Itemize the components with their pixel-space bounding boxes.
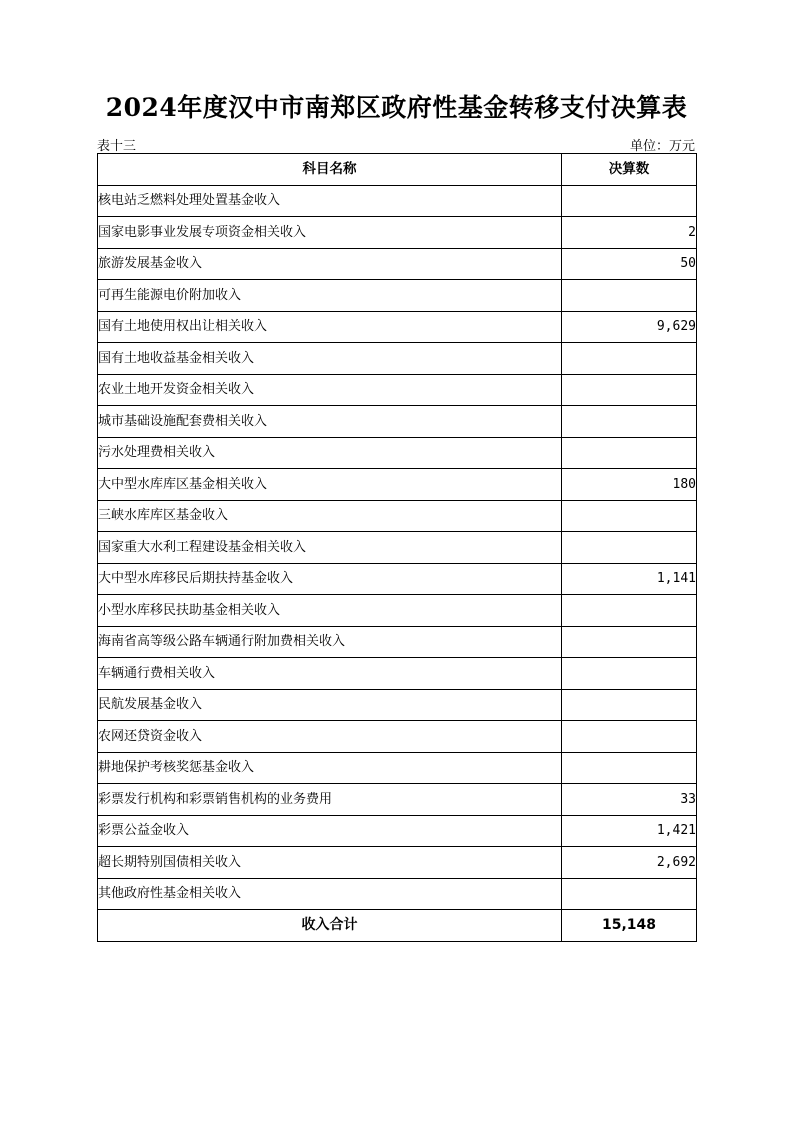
total-value: 15,148 xyxy=(562,910,697,942)
row-value: 33 xyxy=(562,784,697,816)
table-row xyxy=(98,185,697,217)
table-row xyxy=(98,658,697,690)
budget-table xyxy=(97,153,697,942)
table-row xyxy=(98,595,697,627)
table-row xyxy=(98,248,697,280)
header-value: 决算数 xyxy=(562,154,697,186)
table-row xyxy=(98,815,697,847)
row-value: 1,141 xyxy=(562,563,697,595)
row-name: 国有土地使用权出让相关收入 xyxy=(98,311,562,343)
row-name: 大中型水库库区基金相关收入 xyxy=(98,469,562,501)
row-name: 国有土地收益基金相关收入 xyxy=(98,343,562,375)
row-value xyxy=(562,185,697,217)
total-row xyxy=(98,910,697,942)
row-name: 小型水库移民扶助基金相关收入 xyxy=(98,595,562,627)
row-name: 污水处理费相关收入 xyxy=(98,437,562,469)
row-value xyxy=(562,343,697,375)
row-name: 农网还贷资金收入 xyxy=(98,721,562,753)
table-row xyxy=(98,374,697,406)
unit-label: 单位：万元 xyxy=(629,139,695,154)
row-name: 海南省高等级公路车辆通行附加费相关收入 xyxy=(98,626,562,658)
total-label: 收入合计 xyxy=(98,910,562,942)
row-value xyxy=(562,752,697,784)
row-value xyxy=(562,595,697,627)
row-name: 农业土地开发资金相关收入 xyxy=(98,374,562,406)
table-row xyxy=(98,343,697,375)
row-name: 耕地保护考核奖惩基金收入 xyxy=(98,752,562,784)
header-row xyxy=(98,154,697,186)
table-row xyxy=(98,626,697,658)
table-row xyxy=(98,847,697,879)
table-row xyxy=(98,752,697,784)
row-name: 民航发展基金收入 xyxy=(98,689,562,721)
row-name: 国家电影事业发展专项资金相关收入 xyxy=(98,217,562,249)
row-name: 国家重大水利工程建设基金相关收入 xyxy=(98,532,562,564)
row-value xyxy=(562,878,697,910)
row-value xyxy=(562,689,697,721)
page-title: 2024年度汉中市南郑区政府性基金转移支付决算表 xyxy=(105,93,688,122)
table-row xyxy=(98,437,697,469)
table-row xyxy=(98,469,697,501)
row-name: 超长期特别国债相关收入 xyxy=(98,847,562,879)
table-row xyxy=(98,878,697,910)
row-name: 其他政府性基金相关收入 xyxy=(98,878,562,910)
row-value xyxy=(562,721,697,753)
table-row xyxy=(98,784,697,816)
table-row xyxy=(98,280,697,312)
table-label: 表十三 xyxy=(97,139,137,154)
row-value: 1,421 xyxy=(562,815,697,847)
row-value xyxy=(562,658,697,690)
table-row xyxy=(98,689,697,721)
table-body xyxy=(98,185,697,910)
row-value: 2 xyxy=(562,217,697,249)
row-value xyxy=(562,532,697,564)
row-value: 9,629 xyxy=(562,311,697,343)
row-value xyxy=(562,500,697,532)
row-value: 2,692 xyxy=(562,847,697,879)
row-value xyxy=(562,280,697,312)
row-name: 城市基础设施配套费相关收入 xyxy=(98,406,562,438)
row-name: 大中型水库移民后期扶持基金收入 xyxy=(98,563,562,595)
row-value: 50 xyxy=(562,248,697,280)
row-name: 旅游发展基金收入 xyxy=(98,248,562,280)
row-value xyxy=(562,626,697,658)
table-meta xyxy=(97,135,695,153)
row-value: 180 xyxy=(562,469,697,501)
row-value xyxy=(562,374,697,406)
row-value xyxy=(562,437,697,469)
table-row xyxy=(98,563,697,595)
row-name: 三峡水库库区基金收入 xyxy=(98,500,562,532)
table-row xyxy=(98,500,697,532)
row-name: 可再生能源电价附加收入 xyxy=(98,280,562,312)
table-row xyxy=(98,406,697,438)
table-row xyxy=(98,721,697,753)
table-row xyxy=(98,311,697,343)
header-name: 科目名称 xyxy=(98,154,562,186)
row-name: 彩票发行机构和彩票销售机构的业务费用 xyxy=(98,784,562,816)
row-value xyxy=(562,406,697,438)
row-name: 核电站乏燃料处理处置基金收入 xyxy=(98,185,562,217)
table-row xyxy=(98,532,697,564)
row-name: 彩票公益金收入 xyxy=(98,815,562,847)
row-name: 车辆通行费相关收入 xyxy=(98,658,562,690)
table-row xyxy=(98,217,697,249)
